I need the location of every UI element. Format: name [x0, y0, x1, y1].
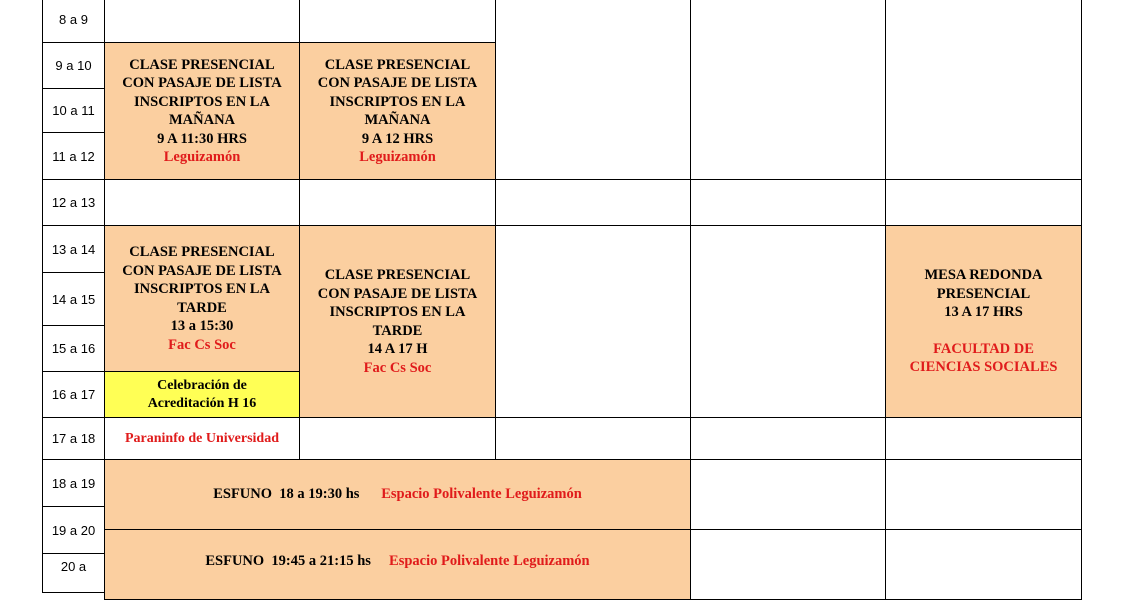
- empty-cell: [299, 179, 496, 226]
- time-label: 13 a 14: [51, 241, 96, 257]
- time-label: 11 a 12: [52, 148, 95, 164]
- celebration-location-cell: [104, 417, 300, 460]
- time-label: 14 a 15: [51, 291, 96, 307]
- empty-cell: [690, 417, 886, 460]
- time-slot-16-17: [42, 371, 105, 418]
- time-slot-15-16: [42, 325, 105, 372]
- class-time: 13 a 15:30: [170, 318, 234, 334]
- spacer: [371, 552, 389, 571]
- empty-cell: [885, 459, 1082, 530]
- class-location: Fac Cs Soc: [363, 359, 432, 376]
- class-location: Fac Cs Soc: [168, 336, 236, 353]
- round-table-location: FACULTAD DE: [933, 340, 1034, 357]
- morning-class-block: [299, 42, 496, 180]
- time-slot-14-15: [42, 272, 105, 326]
- esfuno-location: Espacio Polivalente Leguizamón: [381, 486, 582, 503]
- class-subtitle: CON PASAJE DE LISTA: [317, 285, 478, 302]
- empty-cell: [495, 225, 691, 418]
- time-slot-12-13: [42, 179, 105, 226]
- empty-cell: [885, 529, 1082, 600]
- empty-cell: [495, 417, 691, 460]
- class-subtitle: TARDE: [177, 299, 227, 316]
- esfuno-location: Espacio Polivalente Leguizamón: [389, 553, 590, 569]
- class-location: Leguizamón: [163, 149, 241, 165]
- esfuno-block: [104, 459, 691, 530]
- class-time: 9 A 11:30 HRS: [157, 130, 247, 147]
- time-label: 20 a: [60, 559, 87, 574]
- esfuno-label: ESFUNO 19:45 a 21:15 hs: [205, 553, 371, 569]
- time-slot-17-18: [42, 417, 105, 460]
- class-subtitle: CON PASAJE DE LISTA: [317, 75, 478, 91]
- class-title: CLASE PRESENCIAL: [324, 56, 471, 73]
- empty-cell: [495, 179, 691, 226]
- empty-cell: [885, 179, 1082, 226]
- empty-cell: [885, 0, 1082, 180]
- time-label: 9 a 10: [55, 58, 92, 73]
- class-time: 14 A 17 H: [367, 341, 428, 357]
- time-label: 18 a 19: [51, 475, 96, 491]
- time-slot-9-10: [42, 42, 105, 89]
- class-subtitle: CON PASAJE DE LISTA: [122, 75, 282, 91]
- time-slot-8-9: [42, 0, 105, 43]
- time-slot-18-19: [42, 459, 105, 507]
- time-label: 12 a 13: [51, 195, 96, 210]
- esfuno-line: [205, 552, 589, 571]
- class-location: Leguizamón: [359, 149, 436, 165]
- time-slot-11-12: [42, 132, 105, 180]
- class-title: CLASE PRESENCIAL: [129, 244, 275, 260]
- round-table-time: 13 A 17 HRS: [944, 304, 1023, 321]
- class-title: CLASE PRESENCIAL: [129, 56, 275, 73]
- empty-cell: [104, 179, 300, 226]
- celebration-subtitle: Acreditación H 16: [147, 395, 257, 411]
- time-label: 10 a 11: [52, 103, 95, 118]
- class-title: CLASE PRESENCIAL: [324, 267, 471, 283]
- time-slot-10-11: [42, 88, 105, 133]
- empty-cell: [885, 417, 1082, 460]
- class-subtitle: INSCRIPTOS EN LA: [134, 93, 270, 110]
- empty-cell: [495, 0, 691, 180]
- time-slot-13-14: [42, 225, 105, 273]
- round-table-subtitle: PRESENCIAL: [936, 285, 1031, 302]
- spacer: [359, 485, 381, 504]
- empty-cell: [690, 225, 886, 418]
- round-table-location: CIENCIAS SOCIALES: [909, 359, 1058, 376]
- afternoon-class-block: [299, 225, 496, 418]
- esfuno-label: ESFUNO 18 a 19:30 hs: [213, 486, 360, 503]
- empty-cell: [299, 0, 496, 43]
- class-subtitle: TARDE: [372, 322, 423, 339]
- time-label: 8 a 9: [59, 12, 88, 27]
- time-slot-19-20: [42, 506, 105, 554]
- afternoon-class-block: [104, 225, 300, 372]
- empty-cell: [690, 529, 886, 600]
- empty-cell: [104, 0, 300, 43]
- class-subtitle: MAÑANA: [168, 112, 236, 128]
- morning-class-block: [104, 42, 300, 180]
- celebration-title: Celebración de: [157, 377, 247, 393]
- esfuno-line: [213, 485, 582, 504]
- class-subtitle: MAÑANA: [364, 112, 431, 128]
- celebration-block: [104, 371, 300, 418]
- empty-cell: [299, 417, 496, 460]
- empty-cell: [690, 459, 886, 530]
- time-label: 16 a 17: [51, 387, 96, 402]
- empty-cell: [690, 0, 886, 180]
- class-subtitle: INSCRIPTOS EN LA: [329, 304, 466, 320]
- time-label: 19 a 20: [51, 522, 96, 538]
- round-table-block: [885, 225, 1082, 418]
- class-subtitle: CON PASAJE DE LISTA: [122, 262, 282, 279]
- esfuno-block: [104, 529, 691, 600]
- time-label: 15 a 16: [51, 341, 96, 356]
- class-subtitle: INSCRIPTOS EN LA: [329, 93, 466, 110]
- celebration-location: Paraninfo de Universidad: [124, 430, 279, 446]
- round-table-title: MESA REDONDA: [924, 267, 1043, 284]
- class-time: 9 A 12 HRS: [361, 130, 434, 147]
- time-slot-20: [42, 553, 105, 593]
- empty-cell: [690, 179, 886, 226]
- class-subtitle: INSCRIPTOS EN LA: [134, 281, 270, 297]
- time-label: 17 a 18: [51, 431, 96, 446]
